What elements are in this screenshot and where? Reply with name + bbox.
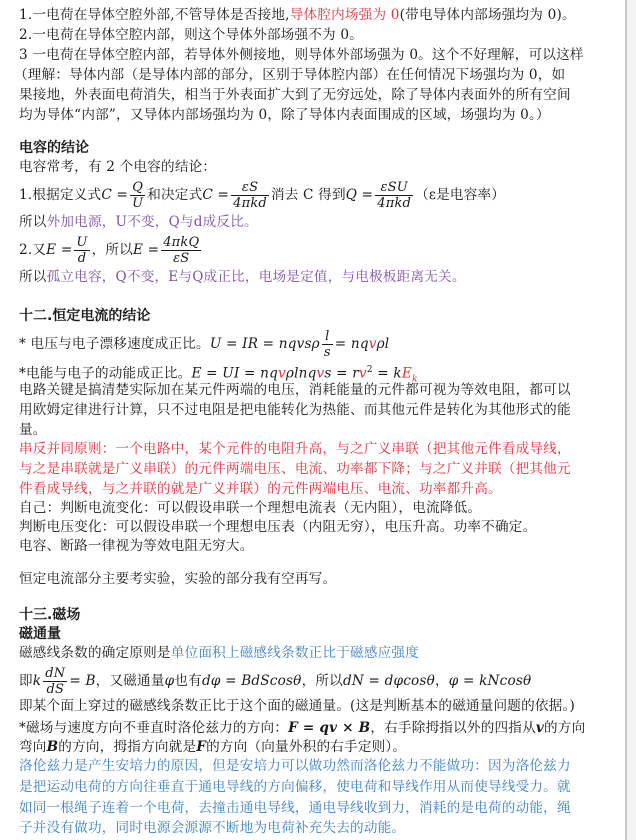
lorentz-explain-line-1: 洛伦兹力是产生安培力的原因，但是安培力可以做功然而洛伦兹力不能做功：因为洛伦兹力 bbox=[19, 758, 571, 774]
page-margin bbox=[627, 0, 636, 840]
lorentz-line-1 bbox=[19, 718, 585, 738]
text: 1.根据定义式 bbox=[19, 187, 102, 203]
lorentz-explain-line-3: 如同一根绳子连着一个电荷，去撞击通电导线，通电导线收到力，消耗的是电荷的动能，绳 bbox=[19, 800, 571, 816]
conductor-line-1 bbox=[19, 5, 576, 25]
capacitor-heading: 电容的结论 bbox=[19, 140, 89, 156]
denominator: εS bbox=[173, 251, 190, 266]
formula: F bbox=[196, 739, 207, 755]
formula: C = bbox=[202, 187, 230, 203]
lorentz-explain-line-4: 子并没有做功，同时电源会源源不断地为电荷补充失去的动能。 bbox=[19, 820, 406, 836]
capacitor-conclusion-2 bbox=[19, 267, 466, 287]
self-line-3: 电容、断路一律视为等效电阻无穷大。 bbox=[19, 538, 254, 554]
text: ，所以 bbox=[91, 242, 133, 258]
denominator: 4πkd bbox=[233, 196, 267, 211]
denominator: 4πkd bbox=[377, 196, 412, 211]
current-heading: 十二.恒定电流的结论 bbox=[19, 308, 151, 324]
text: 和决定式 bbox=[147, 187, 203, 203]
lorentz-line-2 bbox=[19, 737, 406, 757]
formula: B bbox=[46, 739, 59, 755]
formula: dφ = BdScosθ bbox=[201, 673, 302, 689]
formula-ek: E bbox=[401, 365, 412, 382]
fraction bbox=[161, 235, 201, 266]
formula: F = qv × B bbox=[288, 720, 371, 736]
formula: = B bbox=[69, 673, 96, 689]
formula: = k bbox=[372, 365, 402, 382]
magnetic-formula-line bbox=[19, 664, 531, 698]
conductor-line-4: （理解：导体内部（是导体内部的部分，区别于导体腔内部）在任何情况下场强均为 0，如 bbox=[14, 67, 566, 83]
denominator: dS bbox=[46, 682, 65, 697]
current-para-line-1: 电路关键是搞清楚实际加在某元件两端的电压，消耗能量的元件都可视为等效电阻，都可以 bbox=[19, 382, 571, 398]
formula: Q = bbox=[345, 187, 374, 203]
capacitor-intro: 电容常考，有 2 个电容的结论： bbox=[19, 159, 217, 175]
text: 消去 C 得到 bbox=[270, 187, 346, 203]
magnetic-line-3: 即某个面上穿过的磁感线条数正比于这个面的磁通量。(这是判断基本的磁通量问题的依据。) bbox=[19, 698, 575, 714]
text: ， bbox=[434, 673, 449, 689]
self-line-2: 判断电压变化：可以假设串联一个理想电压表（内阻无穷），电压升高。功率不确定。 bbox=[19, 519, 537, 535]
formula: φ bbox=[164, 673, 175, 689]
formula-v: v bbox=[368, 336, 377, 352]
formula-v: v bbox=[358, 365, 367, 382]
current-bullet-1 bbox=[19, 327, 389, 361]
magnetic-heading: 十三.磁场 bbox=[19, 607, 81, 623]
lorentz-explain-line-2: 是把运动电荷的方向往垂直于通电导线的方向偏移，使电荷和导线作用从而使导线受力。就 bbox=[19, 779, 571, 795]
conductor-line-2: 2.一电荷在导体空腔内部，则这个导体外部场强不为 0。 bbox=[19, 27, 363, 43]
numerator: dN bbox=[45, 666, 66, 681]
fraction bbox=[322, 329, 333, 360]
formula: φ = kNcosθ bbox=[448, 673, 532, 689]
formula: E = bbox=[46, 242, 73, 258]
numerator: U bbox=[76, 235, 88, 250]
denominator: d bbox=[77, 251, 87, 266]
text: (带电导体内部场强均为 0)。 bbox=[399, 7, 576, 23]
formula: = nq bbox=[334, 336, 369, 352]
current-para-line-3: 量。 bbox=[19, 422, 47, 438]
current-note: 恒定电流部分主要考实验，实验的部分我有空再写。 bbox=[19, 571, 337, 587]
rule-line-3: 件看成导线，与之并联的就是广义并联）的元件两端电压、电流、功率都升高。 bbox=[19, 481, 502, 497]
text: ，右手除拇指以外的四指从 bbox=[370, 720, 536, 736]
formula: U = IR = nqvsρ bbox=[209, 336, 320, 352]
conductor-line-5: 果接地，外表面电荷消失，相当于外表面扩大到了无穷远处，除了导体内表面外的所有空间 bbox=[19, 87, 571, 103]
superscript: 2 bbox=[366, 365, 373, 375]
formula-v: v bbox=[278, 365, 286, 382]
numerator: Q bbox=[130, 180, 145, 196]
fraction bbox=[43, 666, 67, 697]
text: （ε是电容率） bbox=[415, 187, 506, 203]
text: ，又磁通量 bbox=[95, 673, 165, 689]
magnetic-line-1 bbox=[19, 643, 419, 663]
numerator: 4πkQ bbox=[163, 235, 200, 250]
numerator: εS bbox=[231, 180, 269, 196]
numerator: l bbox=[322, 329, 333, 345]
text: 的方向（向量外积的右手定则）。 bbox=[206, 739, 407, 755]
formula-v: v bbox=[316, 365, 325, 382]
text: 的方向 bbox=[543, 720, 586, 736]
highlight-purple: 孤立电容，Q不变，E与Q成正比，电场是定值，与电极板距离无关。 bbox=[46, 269, 466, 285]
highlight-blue: 单位面积上磁感线条数正比于磁感应强度 bbox=[170, 645, 420, 661]
self-line-1: 自己：判断电流变化：可以假设串联一个理想电流表（无内阻），电流降低。 bbox=[19, 500, 482, 516]
subscript: k bbox=[411, 374, 418, 385]
formula: v bbox=[535, 720, 544, 736]
rule-line-1: 串反并同原则：一个电路中，某个元件的电阻升高，与之广义串联（把其他元件看成导线， bbox=[19, 441, 571, 457]
conductor-line-3: 3 一电荷在导体空腔内部，若导体外侧接地，则导体外部场强为 0。这个不好理解，可以这样 bbox=[19, 47, 584, 63]
capacitor-item-2 bbox=[19, 233, 203, 267]
capacitor-conclusion-1 bbox=[19, 212, 258, 232]
text: * 电压与电子漂移速度成正比。 bbox=[19, 336, 210, 352]
text: 即 bbox=[19, 673, 33, 689]
formula: s = r bbox=[324, 365, 359, 382]
formula: ρlnq bbox=[285, 365, 317, 382]
formula: ρl bbox=[376, 336, 390, 352]
rule-line-2: 与之是串联就是广义串联）的元件两端电压、电流、功率都下降；与之广义并联（把其他元 bbox=[19, 461, 571, 477]
text: *电能与电子的动能成正比。 bbox=[19, 365, 192, 382]
formula: C = bbox=[101, 187, 129, 203]
conductor-line-6: 均为导体“内部”，又导体内部场强均为 0，除了导体内表面围成的区域，场强均为 0。） bbox=[19, 107, 550, 123]
formula: E = bbox=[132, 242, 160, 258]
text: 弯向 bbox=[19, 739, 47, 755]
numerator: εSU bbox=[375, 180, 413, 196]
highlight-red: 导体腔内场强为 0 bbox=[289, 7, 400, 23]
text: 所以 bbox=[19, 214, 47, 230]
text: 2.又 bbox=[19, 242, 47, 258]
denominator: U bbox=[132, 196, 144, 211]
capacitor-item-1 bbox=[19, 178, 505, 212]
fraction bbox=[130, 180, 145, 211]
text: ，所以 bbox=[301, 673, 343, 689]
highlight-purple: 外加电源，U不变，Q与d成反比。 bbox=[46, 214, 258, 230]
text: *磁场与速度方向不垂直时洛伦兹力的方向： bbox=[19, 720, 289, 736]
formula: dN = dφcosθ bbox=[342, 673, 435, 689]
text: 磁感线条数的确定原则是 bbox=[19, 645, 171, 661]
formula: k bbox=[32, 673, 42, 689]
text: 所以 bbox=[19, 269, 47, 285]
fraction bbox=[74, 235, 89, 266]
text: 的方向，拇指方向就是 bbox=[58, 739, 197, 755]
formula: E = UI = nq bbox=[191, 365, 279, 382]
magnetic-subheading: 磁通量 bbox=[19, 626, 61, 642]
text: 1.一电荷在导体空腔外部,不管导体是否接地, bbox=[19, 7, 290, 23]
fraction bbox=[375, 180, 413, 211]
current-para-line-2: 用欧姆定律进行计算，只不过电阻是把电能转化为热能、而其他元件是转化为其他形式的能 bbox=[19, 402, 571, 418]
text: 也有 bbox=[174, 673, 202, 689]
denominator: s bbox=[323, 345, 331, 360]
fraction bbox=[231, 180, 269, 211]
